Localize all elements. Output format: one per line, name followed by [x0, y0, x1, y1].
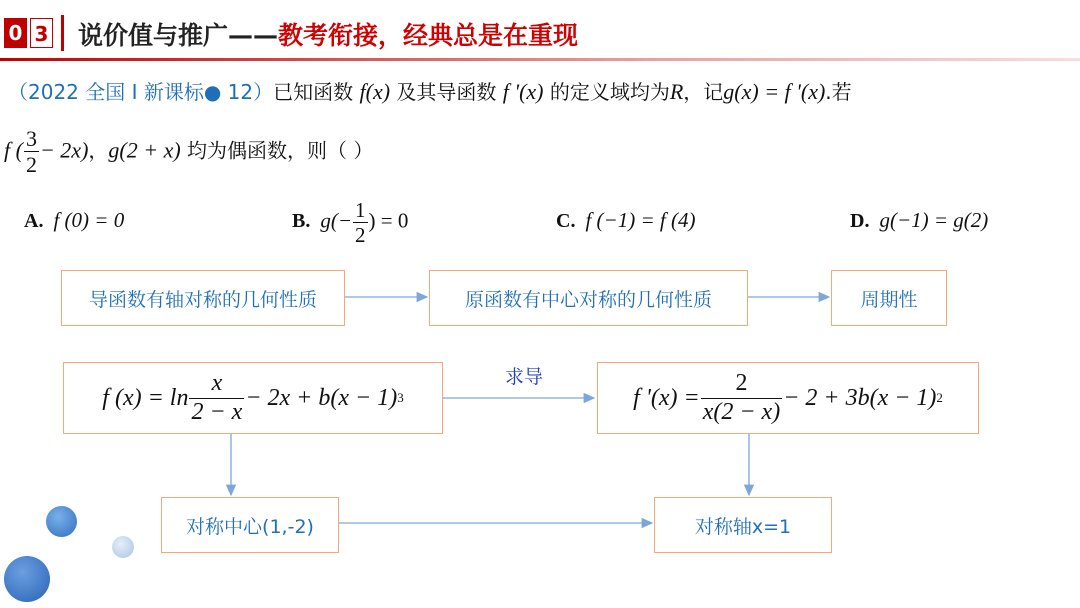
- fraction-numerator: x: [189, 370, 244, 399]
- math-fpx: f '(x): [502, 79, 544, 104]
- formula-text: − 2 + 3b(x − 1): [783, 384, 937, 411]
- section-number-digit: 3: [30, 18, 53, 48]
- title-part-red: 教考衔接，经典总是在重现: [278, 21, 579, 50]
- fraction: [189, 370, 244, 426]
- option-text: g(−: [320, 208, 353, 233]
- derive-label: 求导: [505, 366, 544, 388]
- fraction-numerator: 3: [25, 126, 37, 151]
- option-label: D.: [850, 210, 870, 232]
- box-symmetry-axis: 对称轴x=1: [654, 497, 832, 553]
- problem-text: 及其导函数: [396, 80, 497, 104]
- problem-text: 已知函数: [273, 80, 354, 104]
- box-symmetry-center: 对称中心(1,-2): [161, 497, 339, 553]
- section-number-digit: 0: [4, 18, 27, 48]
- option-label: B.: [292, 210, 311, 233]
- math-f-pre: f (: [4, 137, 23, 163]
- fraction-denominator: 2: [25, 152, 37, 178]
- option-text: ) = 0: [368, 208, 409, 233]
- formula-text: f (x) = ln: [102, 384, 189, 411]
- option-label: C.: [556, 210, 576, 232]
- formula-derivative: [597, 362, 979, 434]
- math-fx: f(x): [359, 79, 391, 104]
- box-derivative-axial-symmetry: 导函数有轴对称的几何性质: [61, 270, 345, 326]
- formula-text: f '(x) =: [633, 384, 700, 411]
- fraction-denominator: 2 − x: [191, 398, 243, 425]
- problem-text: ，: [88, 138, 109, 163]
- option-label: A.: [24, 210, 44, 232]
- title-part-black: 说价值与推广——: [78, 21, 279, 50]
- fraction-numerator: 1: [355, 198, 366, 222]
- math-g2x: g(2 + x): [108, 137, 181, 163]
- fraction-denominator: 2: [355, 223, 366, 248]
- decorative-circle: [112, 536, 134, 558]
- problem-text: 均为偶函数，则（ ）: [187, 138, 374, 163]
- math-g-def: g(x) = f '(x): [723, 79, 826, 104]
- box-function-central-symmetry: 原函数有中心对称的几何性质: [429, 270, 748, 326]
- option-text: f (0) = 0: [53, 208, 125, 232]
- formula-text: − 2x + b(x − 1): [245, 384, 398, 411]
- option-text: g(−1) = g(2): [879, 208, 989, 232]
- math-f-post: − 2x): [39, 137, 89, 163]
- fraction: [701, 370, 782, 426]
- fraction-numerator: 2: [701, 370, 782, 399]
- problem-source: （2022 全国 I 新课标● 12）: [8, 80, 274, 104]
- fraction-denominator: x(2 − x): [702, 398, 781, 425]
- formula-exponent: 3: [397, 390, 404, 405]
- decorative-circle: [46, 506, 77, 537]
- formula-exponent: 2: [936, 390, 943, 405]
- option-text: f (−1) = f (4): [585, 208, 696, 232]
- problem-text: 的定义域均为: [549, 80, 670, 104]
- problem-text: .若: [825, 80, 852, 104]
- box-periodicity: 周期性: [831, 270, 947, 326]
- math-R: R: [669, 79, 684, 104]
- problem-text: ，记: [683, 80, 724, 104]
- formula-function: [63, 362, 443, 434]
- decorative-circle: [4, 556, 50, 602]
